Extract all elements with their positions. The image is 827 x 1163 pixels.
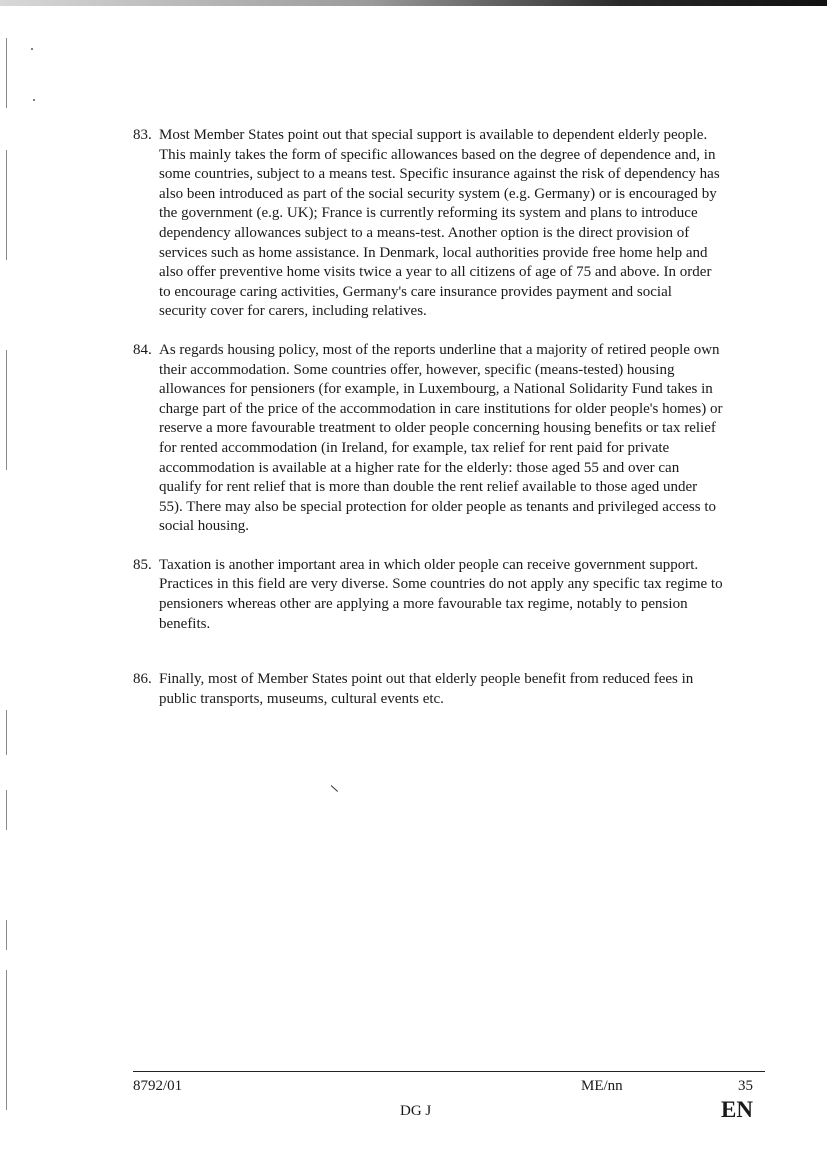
paragraph-number: 83. bbox=[133, 127, 152, 143]
paragraph-84 bbox=[133, 341, 723, 537]
scan-speck bbox=[31, 48, 33, 50]
footer-document-ref: 8792/01 bbox=[133, 1078, 183, 1094]
paragraph-text: Finally, most of Member States point out that elderly people benefit from reduced fees in public transports, museums, cultural events etc. bbox=[159, 671, 694, 707]
paragraph-85 bbox=[133, 556, 723, 634]
scan-top-edge bbox=[0, 0, 827, 6]
scan-margin-mark bbox=[6, 970, 7, 1110]
paragraph-number: 86. bbox=[133, 671, 152, 688]
scan-margin-mark bbox=[6, 150, 7, 260]
scan-margin-mark bbox=[6, 350, 7, 470]
scan-margin-mark bbox=[6, 710, 7, 755]
document-body bbox=[133, 126, 723, 728]
footer-directorate: DG J bbox=[400, 1103, 432, 1119]
scan-margin-mark bbox=[6, 38, 7, 108]
footer-language-code: EN bbox=[721, 1097, 753, 1122]
paragraph-text: Most Member States point out that special support is available to dependent elderly people. This mainly takes the form of specific allowances based on the degree of dependence and, in some countries, subject to a means test. Specific insurance against the risk of dependency has also been introduced as part of the social security system (e.g. Germany) or is encouraged by the government (e.g. UK); France is currently reforming its system and plans to introduce dependency allowances subject to a means-test. Another option is the direct provision of services such as home assistance. In Denmark, local authorities provide free home help and also offer preventive home visits twice a year to all citizens of age of 75 and above. In order to encourage caring activities, Germany's care insurance provides payment and social security cover for carers, including relatives. bbox=[159, 127, 720, 320]
footer-page-number: 35 bbox=[738, 1078, 753, 1094]
paragraph-number: 84. bbox=[133, 341, 152, 358]
scan-margin-mark bbox=[6, 920, 7, 950]
paragraph-text: As regards housing policy, most of the reports underline that a majority of retired people own their accommodation. Some countries offer, however, specific (means-tested) housing allowances for pensioners (for example, in Luxembourg, a National Solidarity Fund takes in charge part of the price of the accommodation in care institutions for older people's homes) or reserve a more favourable treatment to older people concerning housing benefits or tax relief for rented accommodation (in Ireland, for example, tax relief for rent paid for private accommodation is available at a higher rate for the elderly: those aged 55 and over can qualify for rent relief that is more than double the rent relief available to those aged under 55). There may also be special protection for older people as tenants and privileged access to social housing. bbox=[159, 341, 723, 535]
scan-margin-mark bbox=[6, 790, 7, 830]
paragraph-83 bbox=[133, 126, 723, 322]
paragraph-text: Taxation is another important area in which older people can receive government support. Practices in this field are very diverse. Some countries do not apply any specific tax regime to pensioners whereas other are applying a more favourable tax regime, notably to pension benefits. bbox=[159, 556, 723, 632]
footer-divider bbox=[133, 1071, 765, 1072]
stray-pen-mark bbox=[331, 785, 338, 792]
footer-initials: ME/nn bbox=[581, 1078, 623, 1094]
paragraph-number: 85. bbox=[133, 556, 152, 573]
paragraph-86 bbox=[133, 670, 723, 709]
scan-speck bbox=[33, 99, 35, 101]
